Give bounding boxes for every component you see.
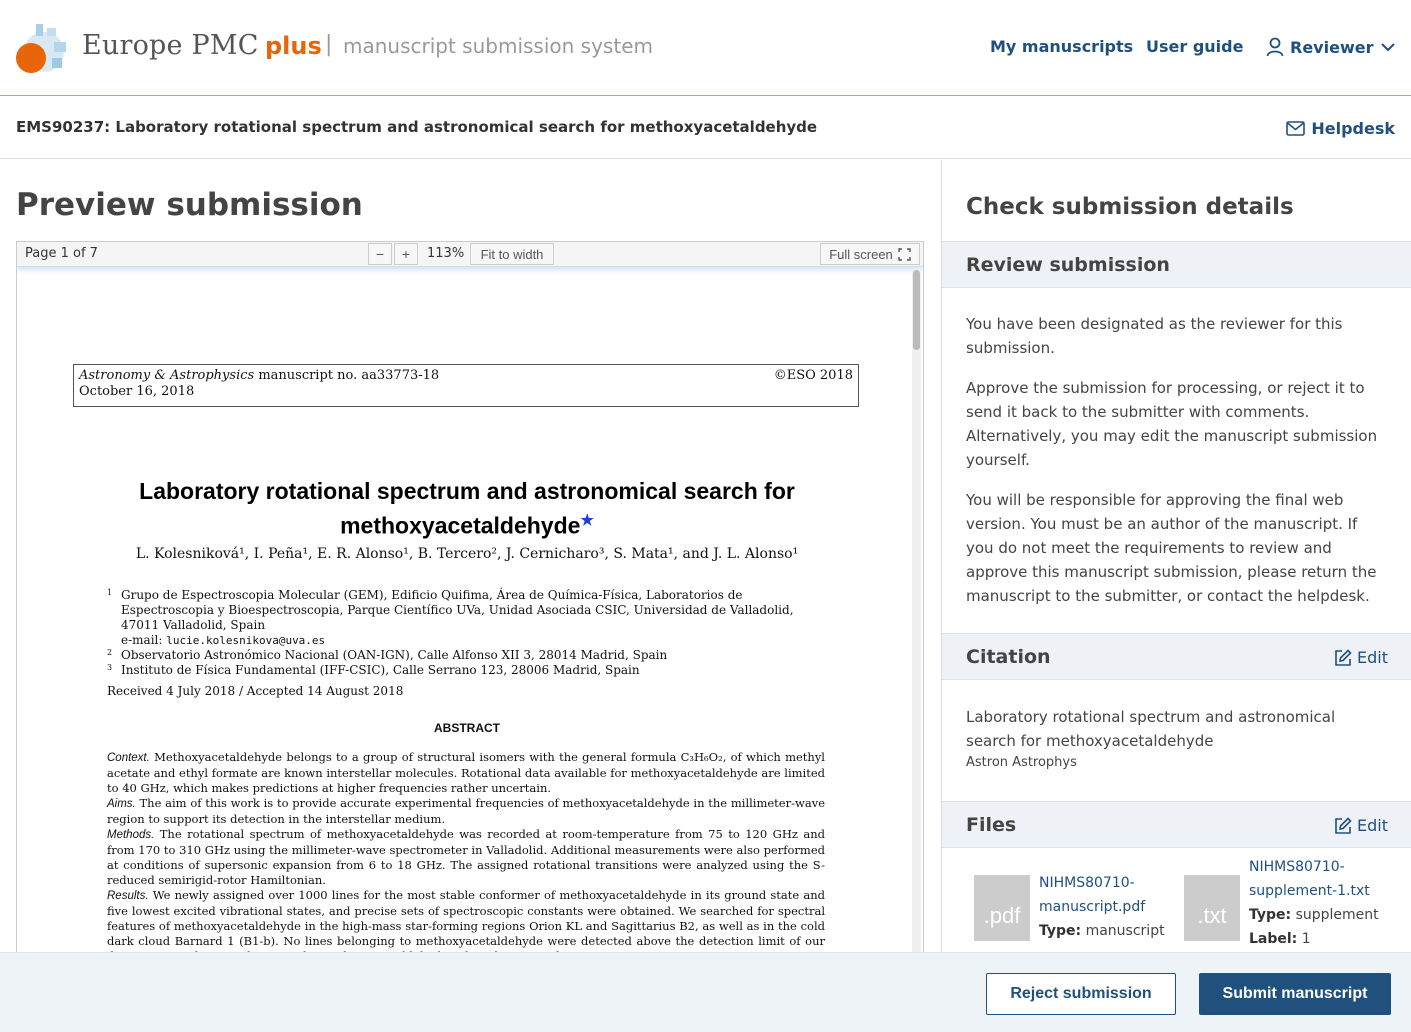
expand-icon xyxy=(898,248,911,261)
scroll-thumb[interactable] xyxy=(913,270,920,350)
zoom-in-button[interactable]: + xyxy=(394,243,418,265)
file-label: 1 xyxy=(1301,931,1311,947)
edit-files-button[interactable] xyxy=(1334,816,1388,835)
helpdesk-link[interactable] xyxy=(1286,119,1395,138)
pdf-page xyxy=(17,268,911,961)
edit-label: Edit xyxy=(1357,816,1388,835)
affiliation-3 xyxy=(107,663,827,678)
journal-name: Astronomy & Astrophysics xyxy=(79,368,255,383)
full-screen-label: Full screen xyxy=(829,246,893,262)
abstract-heading: ABSTRACT xyxy=(434,721,500,735)
brand-name: Europe PMC xyxy=(82,30,259,61)
europe-pmc-logo-icon[interactable] xyxy=(14,20,72,76)
submit-manuscript-button[interactable]: Submit manuscript xyxy=(1199,973,1391,1015)
email-label: e-mail: xyxy=(121,633,167,647)
pdf-scrollbar[interactable] xyxy=(912,268,921,961)
citation-heading: Citation xyxy=(966,646,1051,668)
citation-title: Laboratory rotational spectrum and astronomical search for methoxyacetaldehyde xyxy=(966,708,1336,750)
abstract-body xyxy=(107,750,825,961)
author-email: lucie.kolesnikova@uva.es xyxy=(166,634,326,647)
header xyxy=(0,0,1411,96)
aims-text: The aim of this work is to provide accurate experimental frequencies of methoxyacetaldehyde in the millimeter-wave region to support its detection in the interstellar medium. xyxy=(107,796,825,826)
brand-separator: | xyxy=(325,32,333,57)
reject-submission-button[interactable]: Reject submission xyxy=(986,973,1176,1015)
file-type-label: Type: xyxy=(1249,907,1292,923)
nav-my-manuscripts[interactable]: My manuscripts xyxy=(990,37,1134,56)
affiliation-1 xyxy=(107,588,827,648)
file-info xyxy=(1249,855,1384,951)
manuscript-titlebar xyxy=(0,96,1411,159)
edit-citation-button[interactable] xyxy=(1334,648,1388,667)
manuscript-number: manuscript no. aa33773-18 xyxy=(254,368,440,383)
review-section-header xyxy=(942,241,1411,288)
edit-icon xyxy=(1334,649,1352,667)
check-details-title: Check submission details xyxy=(966,194,1294,220)
chevron-down-icon xyxy=(1379,41,1397,53)
file-info xyxy=(1039,871,1174,943)
pdf-file-icon: .pdf xyxy=(974,875,1030,941)
fit-to-width-button[interactable]: Fit to width xyxy=(470,243,554,265)
preview-pane xyxy=(0,160,941,952)
review-paragraph: Approve the submission for processing, or reject it to send it back to the submitter with comments. Alternatively, you may edit the manuscript submission yourself. xyxy=(966,379,1378,469)
preview-title: Preview submission xyxy=(16,187,363,223)
citation-journal: Astron Astrophys xyxy=(966,755,1077,770)
affiliation-number: 2 xyxy=(107,648,113,657)
brand-plus: plus xyxy=(265,32,322,60)
nav-user-guide[interactable]: User guide xyxy=(1146,37,1244,56)
results-text: We newly assigned over 1000 lines for the most stable conformer of methoxyacetaldehyde in its ground state and five lowest excited vibrational states, and precise sets of spectroscopic constants were obtained. We searched for spectral features of methoxyacetaldehyde in the high-mass star-forming regions Orion KL and Sagittarius B2, as well as in the cold dark cloud Barnard 1 (B1-b). No lines belonging to methoxyacetaldehyde were detected above the detection limit of our xyxy=(107,888,825,948)
files-heading: Files xyxy=(966,814,1017,836)
received-dates: Received 4 July 2018 / Accepted 14 August 2018 xyxy=(107,684,404,698)
context-text: Methoxyacetaldehyde belongs to a group of structural isomers with the general formula C₃H₆O₂, of which methyl acetate and ethyl formate are known interstellar molecules. Rotational data available for methoxyacetaldehyde are limited to 40 GHz, which makes predictions at higher frequencies rather uncertain. xyxy=(107,750,825,795)
review-instructions xyxy=(966,312,1386,624)
affiliation-number: 3 xyxy=(107,663,113,672)
review-paragraph: You have been designated as the reviewer for this submission. xyxy=(966,315,1343,357)
details-pane xyxy=(941,160,1411,952)
footnote-star-icon: ★ xyxy=(580,512,594,529)
action-footer xyxy=(0,952,1411,1032)
zoom-out-button[interactable]: − xyxy=(368,243,392,265)
affiliation-number: 1 xyxy=(107,588,113,597)
paper-authors: L. Kolesniková¹, I. Peña¹, E. R. Alonso¹, B. Tercero², J. Cernicharo³, S. Mata¹, and J. L. Alonso¹ xyxy=(135,546,799,562)
txt-file-icon: .txt xyxy=(1184,875,1240,941)
file-label-label: Label: xyxy=(1249,931,1298,947)
review-heading: Review submission xyxy=(966,254,1170,276)
copyright: ©ESO 2018 xyxy=(773,368,853,383)
zoom-level: 113% xyxy=(427,246,465,261)
full-screen-button[interactable] xyxy=(820,243,920,265)
page-indicator: Page 1 of 7 xyxy=(25,246,98,261)
brand-subtitle: manuscript submission system xyxy=(343,34,653,58)
affiliation-text: Grupo de Espectroscopia Molecular (GEM), Edificio Quifima, Área de Química-Física, Laboratorios de Espectroscopia y Bioespectroscopia, Parque Científico UVa, Unidad Asociada CSIC, Universidad de Valladolid, 47011 Valladolid, Spain xyxy=(121,588,794,632)
files-section-header xyxy=(942,801,1411,848)
edit-icon xyxy=(1334,817,1352,835)
reviewer-label: Reviewer xyxy=(1290,37,1374,57)
paper-title-text: Laboratory rotational spectrum and astronomical search for methoxyacetaldehyde xyxy=(139,478,795,539)
context-label: Context. xyxy=(107,752,150,764)
paper-title xyxy=(77,476,857,541)
methods-text: The rotational spectrum of methoxyacetaldehyde was recorded at room-temperature from 75 to 120 GHz and from 170 to 310 GHz using the millimeter-wave spectrometer in Valladolid. Additional measurements were also performed at conditions of supersonic expansion from 6 to 18 GHz. The assigned rotational transitions were analyzed using the S-reduced semirigid-rotor Hamiltonian. xyxy=(107,827,825,887)
citation-section-header xyxy=(942,633,1411,680)
results-label: Results. xyxy=(107,890,149,902)
file-type: manuscript xyxy=(1085,923,1165,939)
review-paragraph: You will be responsible for approving the final web version. You must be an author of the manuscript. If you do not meet the requirements to review and approve this manuscript submission, please return the manuscript to the submitter, or contact the helpdesk. xyxy=(966,491,1377,605)
affiliations xyxy=(107,588,827,678)
affiliation-text: Observatorio Astronómico Nacional (OAN-IGN), Calle Alfonso XII 3, 28014 Madrid, Spain xyxy=(121,648,668,662)
affiliation-text: Instituto de Física Fundamental (IFF-CSIC), Calle Serrano 123, 28006 Madrid, Spain xyxy=(121,663,640,677)
user-icon xyxy=(1266,37,1284,57)
file-link[interactable]: NIHMS80710-manuscript.pdf xyxy=(1039,875,1146,915)
pdf-toolbar xyxy=(17,242,923,267)
journal-header-box xyxy=(73,364,859,407)
file-type: supplement xyxy=(1295,907,1379,923)
affiliation-2 xyxy=(107,648,827,663)
manuscript-title: EMS90237: Laboratory rotational spectrum and astronomical search for methoxyacetaldehyde xyxy=(16,118,818,136)
helpdesk-label: Helpdesk xyxy=(1311,119,1395,138)
pdf-viewer[interactable] xyxy=(16,241,924,961)
nav-reviewer-menu[interactable] xyxy=(1266,37,1397,57)
document-date: October 16, 2018 xyxy=(79,384,195,399)
mail-icon xyxy=(1286,121,1305,136)
methods-label: Methods. xyxy=(107,829,155,841)
edit-label: Edit xyxy=(1357,648,1388,667)
aims-label: Aims. xyxy=(107,798,136,810)
file-link[interactable]: NIHMS80710-supplement-1.txt xyxy=(1249,859,1370,899)
file-type-label: Type: xyxy=(1039,923,1082,939)
